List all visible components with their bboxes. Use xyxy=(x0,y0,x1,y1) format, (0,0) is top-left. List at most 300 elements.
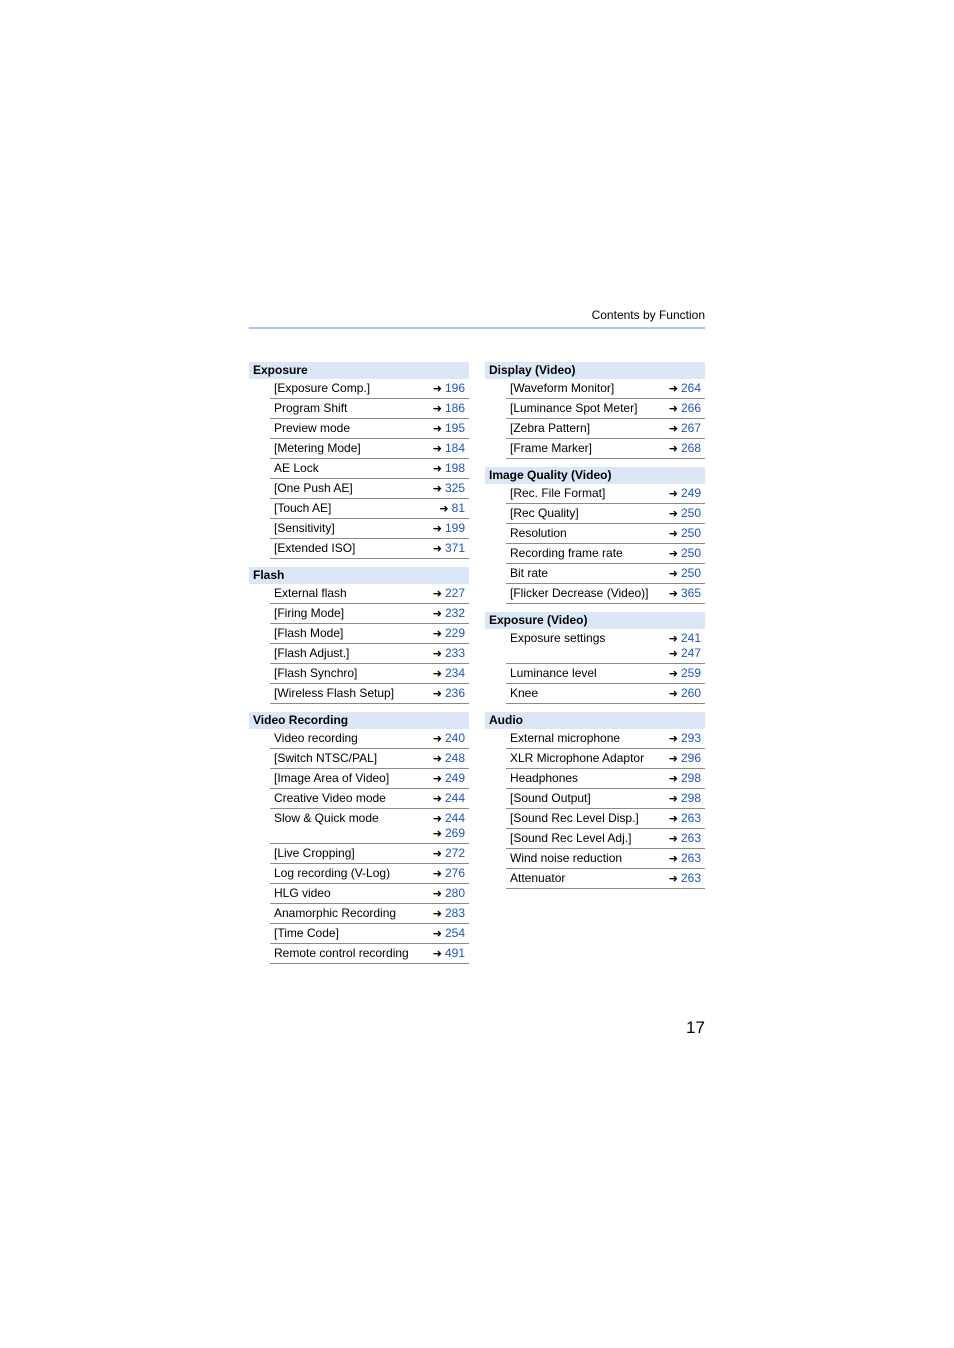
entry-label: [Time Code] xyxy=(274,926,339,940)
index-row xyxy=(270,944,469,964)
entry-label: [One Push AE] xyxy=(274,481,353,495)
page-ref[interactable] xyxy=(669,646,701,661)
index-row xyxy=(506,584,705,604)
page-refs xyxy=(433,441,465,456)
page-ref[interactable] xyxy=(433,626,465,641)
page-refs xyxy=(433,886,465,901)
entry-label: External microphone xyxy=(510,731,621,745)
arrow-right-icon: ➜ xyxy=(432,422,442,435)
page-link[interactable]: 247 xyxy=(680,646,701,660)
index-row xyxy=(506,544,705,564)
page-ref[interactable] xyxy=(433,421,465,436)
index-row xyxy=(506,524,705,544)
index-row xyxy=(270,904,469,924)
entry-label: [Sound Rec Level Disp.] xyxy=(510,811,639,825)
entry-label: [Flash Synchro] xyxy=(274,666,358,680)
section-audio xyxy=(485,712,705,889)
section-video-recording xyxy=(249,712,469,964)
entry-label: Resolution xyxy=(510,526,567,540)
entry-label: HLG video xyxy=(274,886,331,900)
page-refs xyxy=(669,811,701,826)
entry-label: [Flash Adjust.] xyxy=(274,646,350,660)
page-ref[interactable] xyxy=(433,586,465,601)
index-row xyxy=(506,809,705,829)
page-refs xyxy=(669,586,701,601)
page-link[interactable]: 184 xyxy=(444,441,465,455)
index-row xyxy=(270,604,469,624)
page-ref[interactable] xyxy=(669,686,701,701)
page-refs xyxy=(669,381,701,396)
index-row xyxy=(270,379,469,399)
arrow-right-icon: ➜ xyxy=(432,667,442,680)
page-ref[interactable] xyxy=(433,826,465,841)
section-display-video xyxy=(485,362,705,459)
index-row xyxy=(270,519,469,539)
index-row xyxy=(270,749,469,769)
index-row xyxy=(506,379,705,399)
page-link[interactable]: 229 xyxy=(444,626,465,640)
page-ref[interactable] xyxy=(669,546,701,561)
arrow-right-icon: ➜ xyxy=(668,587,678,600)
arrow-right-icon: ➜ xyxy=(439,502,449,515)
index-row xyxy=(506,439,705,459)
index-row xyxy=(270,809,469,844)
page-refs xyxy=(433,481,465,496)
page-link[interactable]: 260 xyxy=(680,686,701,700)
arrow-right-icon: ➜ xyxy=(432,607,442,620)
index-row xyxy=(506,629,705,664)
index-row xyxy=(506,419,705,439)
entry-label: [Touch AE] xyxy=(274,501,332,515)
arrow-right-icon: ➜ xyxy=(668,832,678,845)
entry-label: Exposure settings xyxy=(510,631,606,645)
section-exposure-video xyxy=(485,612,705,704)
entry-label: Luminance level xyxy=(510,666,597,680)
page-link[interactable]: 264 xyxy=(680,381,701,395)
page-refs xyxy=(433,846,465,861)
page-refs xyxy=(433,646,465,661)
page-link[interactable]: 198 xyxy=(444,461,465,475)
page-refs xyxy=(669,851,701,866)
page-refs xyxy=(669,731,701,746)
entry-label: Slow & Quick mode xyxy=(274,811,379,825)
index-row xyxy=(270,729,469,749)
page-ref[interactable] xyxy=(433,481,465,496)
page-refs xyxy=(433,461,465,476)
page-link[interactable]: 244 xyxy=(444,791,465,805)
page-ref[interactable] xyxy=(669,771,701,786)
entry-label: Remote control recording xyxy=(274,946,409,960)
page-ref[interactable] xyxy=(433,886,465,901)
entry-label: [Exposure Comp.] xyxy=(274,381,371,395)
arrow-right-icon: ➜ xyxy=(432,482,442,495)
arrow-right-icon: ➜ xyxy=(668,527,678,540)
page-ref[interactable] xyxy=(669,441,701,456)
section-title: Image Quality (Video) xyxy=(485,467,705,484)
page-ref[interactable] xyxy=(669,791,701,806)
entry-label: [Flash Mode] xyxy=(274,626,344,640)
page-link[interactable]: 283 xyxy=(444,906,465,920)
page-ref[interactable] xyxy=(433,441,465,456)
entry-label: External flash xyxy=(274,586,347,600)
page-ref[interactable] xyxy=(433,906,465,921)
index-row xyxy=(270,399,469,419)
index-row xyxy=(270,499,469,519)
index-row xyxy=(270,884,469,904)
page-refs xyxy=(669,631,701,661)
page-link[interactable]: 263 xyxy=(680,851,701,865)
page-link[interactable]: 236 xyxy=(444,686,465,700)
page-refs xyxy=(669,506,701,521)
arrow-right-icon: ➜ xyxy=(432,647,442,660)
page-refs xyxy=(433,866,465,881)
page-refs xyxy=(433,541,465,556)
page-link[interactable]: 268 xyxy=(680,441,701,455)
page-link[interactable]: 248 xyxy=(444,751,465,765)
arrow-right-icon: ➜ xyxy=(432,587,442,600)
page-ref[interactable] xyxy=(433,946,465,961)
page-link[interactable]: 280 xyxy=(444,886,465,900)
page-link[interactable]: 263 xyxy=(680,831,701,845)
page-link[interactable]: 298 xyxy=(680,791,701,805)
entry-label: [Firing Mode] xyxy=(274,606,345,620)
index-row xyxy=(270,684,469,704)
entry-label: [Wireless Flash Setup] xyxy=(274,686,395,700)
page-ref[interactable] xyxy=(433,846,465,861)
page-ref[interactable] xyxy=(669,586,701,601)
page-link[interactable]: 227 xyxy=(444,586,465,600)
arrow-right-icon: ➜ xyxy=(432,812,442,825)
entry-label: Preview mode xyxy=(274,421,351,435)
index-row xyxy=(270,419,469,439)
page-refs xyxy=(433,421,465,436)
page-ref[interactable] xyxy=(669,381,701,396)
arrow-right-icon: ➜ xyxy=(432,442,442,455)
entry-label: [Frame Marker] xyxy=(510,441,593,455)
arrow-right-icon: ➜ xyxy=(668,442,678,455)
page-link[interactable]: 186 xyxy=(444,401,465,415)
page-link[interactable]: 249 xyxy=(444,771,465,785)
entry-label: [Zebra Pattern] xyxy=(510,421,591,435)
arrow-right-icon: ➜ xyxy=(432,542,442,555)
index-row xyxy=(506,769,705,789)
arrow-right-icon: ➜ xyxy=(668,667,678,680)
index-row xyxy=(270,539,469,559)
section-title: Video Recording xyxy=(249,712,469,729)
page-refs xyxy=(433,626,465,641)
page-link[interactable]: 250 xyxy=(680,506,701,520)
entry-label: Log recording (V-Log) xyxy=(274,866,391,880)
arrow-right-icon: ➜ xyxy=(432,462,442,475)
page-refs xyxy=(669,441,701,456)
index-row xyxy=(506,829,705,849)
page-refs xyxy=(433,811,465,841)
page-ref[interactable] xyxy=(433,606,465,621)
page-link[interactable]: 81 xyxy=(451,501,465,515)
arrow-right-icon: ➜ xyxy=(668,422,678,435)
page-link[interactable]: 298 xyxy=(680,771,701,785)
page-ref[interactable] xyxy=(669,666,701,681)
index-row xyxy=(270,924,469,944)
arrow-right-icon: ➜ xyxy=(668,567,678,580)
index-row xyxy=(270,584,469,604)
page-link[interactable]: 491 xyxy=(444,946,465,960)
page-link[interactable]: 263 xyxy=(680,811,701,825)
arrow-right-icon: ➜ xyxy=(432,382,442,395)
page-link[interactable]: 254 xyxy=(444,926,465,940)
header-title: Contents by Function xyxy=(591,308,705,322)
entry-label: [Metering Mode] xyxy=(274,441,361,455)
index-row xyxy=(506,749,705,769)
page-ref[interactable] xyxy=(433,731,465,746)
index-row xyxy=(270,844,469,864)
arrow-right-icon: ➜ xyxy=(432,927,442,940)
page-refs xyxy=(669,486,701,501)
section-rows xyxy=(270,379,469,559)
page-ref[interactable] xyxy=(669,566,701,581)
page-ref[interactable] xyxy=(669,401,701,416)
page-ref[interactable] xyxy=(433,771,465,786)
page-ref[interactable] xyxy=(433,541,465,556)
section-rows xyxy=(506,379,705,459)
entry-label: Creative Video mode xyxy=(274,791,386,805)
page-link[interactable]: 250 xyxy=(680,526,701,540)
arrow-right-icon: ➜ xyxy=(668,752,678,765)
index-row xyxy=(270,664,469,684)
arrow-right-icon: ➜ xyxy=(432,947,442,960)
arrow-right-icon: ➜ xyxy=(668,852,678,865)
header-rule xyxy=(249,327,705,329)
page-ref[interactable] xyxy=(433,646,465,661)
page-refs xyxy=(669,401,701,416)
arrow-right-icon: ➜ xyxy=(668,647,678,660)
page-link[interactable]: 244 xyxy=(444,811,465,825)
arrow-right-icon: ➜ xyxy=(432,522,442,535)
page-link[interactable]: 293 xyxy=(680,731,701,745)
page-link[interactable]: 276 xyxy=(444,866,465,880)
page-ref[interactable] xyxy=(669,731,701,746)
index-row xyxy=(270,864,469,884)
arrow-right-icon: ➜ xyxy=(668,487,678,500)
arrow-right-icon: ➜ xyxy=(668,732,678,745)
page-ref[interactable] xyxy=(669,831,701,846)
index-row xyxy=(506,504,705,524)
entry-label: [Extended ISO] xyxy=(274,541,356,555)
entry-label: [Sensitivity] xyxy=(274,521,335,535)
page-link[interactable]: 233 xyxy=(444,646,465,660)
page-link[interactable]: 250 xyxy=(680,566,701,580)
page-refs xyxy=(669,686,701,701)
page-link[interactable]: 241 xyxy=(680,631,701,645)
arrow-right-icon: ➜ xyxy=(668,402,678,415)
index-row xyxy=(270,789,469,809)
entry-label: Recording frame rate xyxy=(510,546,623,560)
page-ref[interactable] xyxy=(669,526,701,541)
index-row xyxy=(506,729,705,749)
page-ref[interactable] xyxy=(669,506,701,521)
page-link[interactable]: 234 xyxy=(444,666,465,680)
index-row xyxy=(506,684,705,704)
page-refs xyxy=(669,546,701,561)
right-column xyxy=(485,362,705,897)
arrow-right-icon: ➜ xyxy=(432,772,442,785)
arrow-right-icon: ➜ xyxy=(432,792,442,805)
page-ref[interactable] xyxy=(669,631,701,646)
page-ref[interactable] xyxy=(439,501,465,516)
entry-label: [Image Area of Video] xyxy=(274,771,390,785)
entry-label: [Flicker Decrease (Video)] xyxy=(510,586,649,600)
page-link[interactable]: 365 xyxy=(680,586,701,600)
page-link[interactable]: 263 xyxy=(680,871,701,885)
entry-label: [Luminance Spot Meter] xyxy=(510,401,638,415)
arrow-right-icon: ➜ xyxy=(432,402,442,415)
arrow-right-icon: ➜ xyxy=(668,872,678,885)
page-refs xyxy=(669,526,701,541)
page-link[interactable]: 196 xyxy=(444,381,465,395)
arrow-right-icon: ➜ xyxy=(668,382,678,395)
index-row xyxy=(270,624,469,644)
arrow-right-icon: ➜ xyxy=(668,507,678,520)
page-refs xyxy=(433,906,465,921)
page-ref[interactable] xyxy=(433,926,465,941)
entry-label: Video recording xyxy=(274,731,358,745)
section-title: Exposure xyxy=(249,362,469,379)
page-link[interactable]: 195 xyxy=(444,421,465,435)
page-link[interactable]: 325 xyxy=(444,481,465,495)
page-ref[interactable] xyxy=(433,381,465,396)
index-row xyxy=(506,664,705,684)
page-refs xyxy=(433,791,465,806)
page-ref[interactable] xyxy=(669,421,701,436)
page-ref[interactable] xyxy=(433,866,465,881)
page-link[interactable]: 267 xyxy=(680,421,701,435)
entry-label: Knee xyxy=(510,686,539,700)
page-ref[interactable] xyxy=(433,811,465,826)
section-rows xyxy=(270,729,469,964)
arrow-right-icon: ➜ xyxy=(432,687,442,700)
page-ref[interactable] xyxy=(433,461,465,476)
left-column xyxy=(249,362,469,972)
page-refs xyxy=(433,666,465,681)
page-refs xyxy=(433,926,465,941)
entry-label: Anamorphic Recording xyxy=(274,906,397,920)
section-rows xyxy=(270,584,469,704)
section-title: Flash xyxy=(249,567,469,584)
page-link[interactable]: 269 xyxy=(444,826,465,840)
index-row xyxy=(506,849,705,869)
arrow-right-icon: ➜ xyxy=(432,732,442,745)
arrow-right-icon: ➜ xyxy=(668,632,678,645)
arrow-right-icon: ➜ xyxy=(432,827,442,840)
entry-label: Program Shift xyxy=(274,401,348,415)
arrow-right-icon: ➜ xyxy=(668,812,678,825)
page-link[interactable]: 250 xyxy=(680,546,701,560)
section-rows xyxy=(506,729,705,889)
page-refs xyxy=(669,421,701,436)
page-refs xyxy=(433,771,465,786)
page-link[interactable]: 240 xyxy=(444,731,465,745)
page-ref[interactable] xyxy=(669,751,701,766)
arrow-right-icon: ➜ xyxy=(432,627,442,640)
index-row xyxy=(270,459,469,479)
page-refs xyxy=(433,586,465,601)
section-rows xyxy=(506,484,705,604)
page-refs xyxy=(433,401,465,416)
page-ref[interactable] xyxy=(433,521,465,536)
page-ref[interactable] xyxy=(433,751,465,766)
page-refs xyxy=(433,946,465,961)
page-ref[interactable] xyxy=(433,401,465,416)
page-ref[interactable] xyxy=(669,486,701,501)
page-refs xyxy=(669,751,701,766)
section-title: Display (Video) xyxy=(485,362,705,379)
entry-label: Attenuator xyxy=(510,871,566,885)
page-link[interactable]: 296 xyxy=(680,751,701,765)
section-rows xyxy=(506,629,705,704)
page-refs xyxy=(669,666,701,681)
section-image-quality-video xyxy=(485,467,705,604)
page-refs xyxy=(669,566,701,581)
entry-label: [Rec Quality] xyxy=(510,506,579,520)
page-ref[interactable] xyxy=(433,791,465,806)
arrow-right-icon: ➜ xyxy=(432,887,442,900)
page-number: 17 xyxy=(686,1018,705,1037)
page-refs xyxy=(433,606,465,621)
index-row xyxy=(506,564,705,584)
entry-label: Headphones xyxy=(510,771,579,785)
page-link[interactable]: 272 xyxy=(444,846,465,860)
page-ref[interactable] xyxy=(669,851,701,866)
page-refs xyxy=(433,751,465,766)
entry-label: Wind noise reduction xyxy=(510,851,623,865)
arrow-right-icon: ➜ xyxy=(668,687,678,700)
page-link[interactable]: 266 xyxy=(680,401,701,415)
entry-label: [Rec. File Format] xyxy=(510,486,606,500)
arrow-right-icon: ➜ xyxy=(432,847,442,860)
arrow-right-icon: ➜ xyxy=(668,772,678,785)
page-refs xyxy=(433,381,465,396)
page-ref[interactable] xyxy=(669,871,701,886)
index-row xyxy=(270,644,469,664)
index-row xyxy=(506,869,705,889)
page-link[interactable]: 259 xyxy=(680,666,701,680)
arrow-right-icon: ➜ xyxy=(432,867,442,880)
index-row xyxy=(270,769,469,789)
page-link[interactable]: 199 xyxy=(444,521,465,535)
page-refs xyxy=(439,501,465,516)
arrow-right-icon: ➜ xyxy=(432,907,442,920)
page-link[interactable]: 232 xyxy=(444,606,465,620)
page-ref[interactable] xyxy=(433,686,465,701)
entry-label: [Switch NTSC/PAL] xyxy=(274,751,378,765)
page-refs xyxy=(433,686,465,701)
entry-label: [Sound Rec Level Adj.] xyxy=(510,831,632,845)
page-refs xyxy=(669,771,701,786)
page-ref[interactable] xyxy=(433,666,465,681)
entry-label: [Live Cropping] xyxy=(274,846,355,860)
section-flash xyxy=(249,567,469,704)
section-title: Exposure (Video) xyxy=(485,612,705,629)
entry-label: [Sound Output] xyxy=(510,791,591,805)
page-ref[interactable] xyxy=(669,811,701,826)
arrow-right-icon: ➜ xyxy=(668,547,678,560)
index-row xyxy=(506,399,705,419)
arrow-right-icon: ➜ xyxy=(668,792,678,805)
arrow-right-icon: ➜ xyxy=(432,752,442,765)
page-link[interactable]: 249 xyxy=(680,486,701,500)
index-row xyxy=(506,484,705,504)
page-link[interactable]: 371 xyxy=(444,541,465,555)
